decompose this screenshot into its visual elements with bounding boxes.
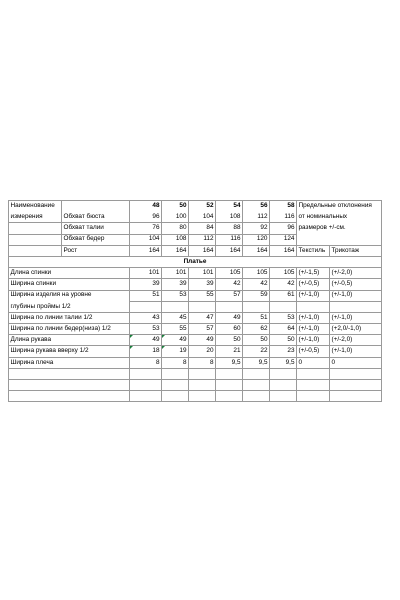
row-value: 55	[189, 290, 216, 301]
row-value	[130, 368, 162, 379]
row-value: 47	[189, 312, 216, 323]
row-label: Ширина изделия на уровне	[9, 290, 130, 301]
measurement-rows	[9, 268, 382, 402]
row-value	[216, 301, 243, 312]
row-label	[9, 368, 130, 379]
row-label: Длина рукава	[9, 335, 130, 346]
measure-name: Обхват талии	[62, 223, 130, 234]
row-value	[130, 380, 162, 391]
row-value: 50	[216, 335, 243, 346]
row-value	[270, 391, 297, 402]
size-chart-table	[8, 200, 382, 402]
header-row-sizes	[9, 201, 382, 212]
row-value: 51	[130, 290, 162, 301]
tolerance-textile: (+/-1,0)	[297, 324, 330, 335]
measure-value: 164	[216, 245, 243, 256]
row-value: 42	[216, 279, 243, 290]
row-value: 105	[216, 268, 243, 279]
row-label: Ширина спинки	[9, 279, 130, 290]
row-value: 50	[243, 335, 270, 346]
measure-value: 104	[130, 234, 162, 245]
tolerance-knit	[330, 391, 382, 402]
row-label: Ширина по линии талии 1/2	[9, 312, 130, 323]
row-value	[130, 301, 162, 312]
size-54: 54	[216, 201, 243, 212]
row-value: 64	[270, 324, 297, 335]
tolerance-knit: (+/-0,5)	[330, 279, 382, 290]
row-value: 18	[130, 346, 162, 357]
tolerance-textile: (+/-1,0)	[297, 312, 330, 323]
row-value	[216, 380, 243, 391]
table-row	[9, 335, 382, 346]
measure-value: 164	[270, 245, 297, 256]
section-title-row	[9, 256, 382, 267]
row-value: 22	[243, 346, 270, 357]
row-value: 101	[162, 268, 189, 279]
measure-value: 164	[162, 245, 189, 256]
header-row-height	[9, 245, 382, 256]
table-row	[9, 301, 382, 312]
table-row	[9, 312, 382, 323]
tolerance-knit-header: Трикотаж	[330, 245, 382, 256]
size-chart-sheet	[8, 200, 382, 402]
row-value: 8	[130, 357, 162, 368]
tolerance-textile: (+/-1,5)	[297, 268, 330, 279]
measure-value: 164	[130, 245, 162, 256]
measure-value: 116	[270, 212, 297, 223]
table-row	[9, 290, 382, 301]
row-value: 62	[243, 324, 270, 335]
tolerance-heading: Предельные отклонения	[297, 201, 382, 212]
table-row	[9, 368, 382, 379]
measure-value: 120	[243, 234, 270, 245]
row-value	[243, 380, 270, 391]
table-row	[9, 279, 382, 290]
tolerance-textile: 0	[297, 357, 330, 368]
row-value	[189, 301, 216, 312]
header-row-hips	[9, 234, 382, 245]
measure-value: 112	[243, 212, 270, 223]
row-value: 57	[189, 324, 216, 335]
row-label: Длина спинки	[9, 268, 130, 279]
header-label-cell	[9, 245, 62, 256]
table-row	[9, 346, 382, 357]
measure-name: Рост	[62, 245, 130, 256]
size-50: 50	[162, 201, 189, 212]
tolerance-knit: 0	[330, 357, 382, 368]
row-value: 49	[189, 335, 216, 346]
row-value	[189, 380, 216, 391]
row-value: 9,5	[270, 357, 297, 368]
row-value: 49	[216, 312, 243, 323]
size-58: 58	[270, 201, 297, 212]
row-label: глубины проймы 1/2	[9, 301, 130, 312]
tolerance-knit: (+/-1,0)	[330, 312, 382, 323]
row-value	[162, 301, 189, 312]
tolerance-textile	[297, 380, 330, 391]
row-label	[9, 391, 130, 402]
table-row	[9, 380, 382, 391]
row-value	[216, 368, 243, 379]
measure-value: 80	[162, 223, 189, 234]
size-48: 48	[130, 201, 162, 212]
tolerance-knit: (+/-2,0)	[330, 268, 382, 279]
row-label: Ширина рукава вверху 1/2	[9, 346, 130, 357]
measure-value: 124	[270, 234, 297, 245]
table-row	[9, 268, 382, 279]
header-label-cell	[9, 223, 62, 234]
row-value: 53	[162, 290, 189, 301]
measure-value: 108	[162, 234, 189, 245]
row-label	[9, 380, 130, 391]
header-row-bust	[9, 212, 382, 223]
size-56: 56	[243, 201, 270, 212]
header-label-cell: измерения	[9, 212, 62, 223]
row-value: 23	[270, 346, 297, 357]
measure-name: Обхват бедер	[62, 234, 130, 245]
measure-value: 88	[216, 223, 243, 234]
tolerance-knit: (+/-1,0)	[330, 290, 382, 301]
row-value	[162, 380, 189, 391]
tolerance-textile: (+/-0,5)	[297, 279, 330, 290]
row-value: 21	[216, 346, 243, 357]
table-row	[9, 324, 382, 335]
tolerance-textile: (+/-0,5)	[297, 346, 330, 357]
row-value: 9,5	[216, 357, 243, 368]
tolerance-textile	[297, 391, 330, 402]
row-value: 55	[162, 324, 189, 335]
tolerance-textile: (+/-1,0)	[297, 290, 330, 301]
row-value: 49	[162, 335, 189, 346]
size-52: 52	[189, 201, 216, 212]
row-value: 39	[189, 279, 216, 290]
row-value: 57	[216, 290, 243, 301]
tolerance-note	[297, 234, 382, 245]
measure-value: 116	[216, 234, 243, 245]
row-value: 59	[243, 290, 270, 301]
table-row	[9, 391, 382, 402]
row-value: 42	[270, 279, 297, 290]
row-value: 101	[189, 268, 216, 279]
row-value: 39	[162, 279, 189, 290]
row-value: 105	[270, 268, 297, 279]
row-value	[216, 391, 243, 402]
row-value: 60	[216, 324, 243, 335]
header-label-cell	[9, 234, 62, 245]
row-value	[189, 368, 216, 379]
row-value	[130, 391, 162, 402]
row-value: 8	[162, 357, 189, 368]
measure-value: 104	[189, 212, 216, 223]
tolerance-knit	[330, 301, 382, 312]
row-value: 20	[189, 346, 216, 357]
row-value: 19	[162, 346, 189, 357]
measure-value: 76	[130, 223, 162, 234]
measure-value: 100	[162, 212, 189, 223]
row-value	[162, 391, 189, 402]
tolerance-knit: (+/-1,0)	[330, 346, 382, 357]
row-value: 105	[243, 268, 270, 279]
tolerance-knit: (+/-2,0)	[330, 335, 382, 346]
tolerance-knit	[330, 380, 382, 391]
tolerance-textile	[297, 301, 330, 312]
row-value: 49	[130, 335, 162, 346]
tolerance-note: размеров +/-см.	[297, 223, 382, 234]
measure-value: 164	[243, 245, 270, 256]
tolerance-knit: (+2,0/-1,0)	[330, 324, 382, 335]
row-value	[162, 368, 189, 379]
row-value: 50	[270, 335, 297, 346]
header-label-cell: Наименование	[9, 201, 62, 212]
row-label: Ширина по линии бедер(низа) 1/2	[9, 324, 130, 335]
row-value	[243, 391, 270, 402]
row-value: 53	[130, 324, 162, 335]
measure-value: 96	[270, 223, 297, 234]
tolerance-textile: (+/-1,0)	[297, 335, 330, 346]
row-value: 51	[243, 312, 270, 323]
row-label: Ширина плеча	[9, 357, 130, 368]
measure-value: 164	[189, 245, 216, 256]
measure-value: 84	[189, 223, 216, 234]
tolerance-knit	[330, 368, 382, 379]
tolerance-textile	[297, 368, 330, 379]
row-value	[243, 368, 270, 379]
row-value	[189, 391, 216, 402]
tolerance-note: от номинальных	[297, 212, 382, 223]
row-value	[270, 380, 297, 391]
row-value: 61	[270, 290, 297, 301]
row-value: 53	[270, 312, 297, 323]
row-value: 101	[130, 268, 162, 279]
measure-value: 112	[189, 234, 216, 245]
row-value: 45	[162, 312, 189, 323]
table-row	[9, 357, 382, 368]
header-row-waist	[9, 223, 382, 234]
row-value	[270, 368, 297, 379]
tolerance-textile-header: Текстиль	[297, 245, 330, 256]
measure-value: 92	[243, 223, 270, 234]
row-value: 42	[243, 279, 270, 290]
measure-value: 108	[216, 212, 243, 223]
header-sub-cell	[62, 201, 130, 212]
row-value: 43	[130, 312, 162, 323]
row-value	[270, 301, 297, 312]
measure-value: 96	[130, 212, 162, 223]
row-value: 39	[130, 279, 162, 290]
row-value: 9,5	[243, 357, 270, 368]
row-value: 8	[189, 357, 216, 368]
row-value	[243, 301, 270, 312]
measure-name: Обхват бюста	[62, 212, 130, 223]
section-title: Платье	[9, 256, 382, 267]
